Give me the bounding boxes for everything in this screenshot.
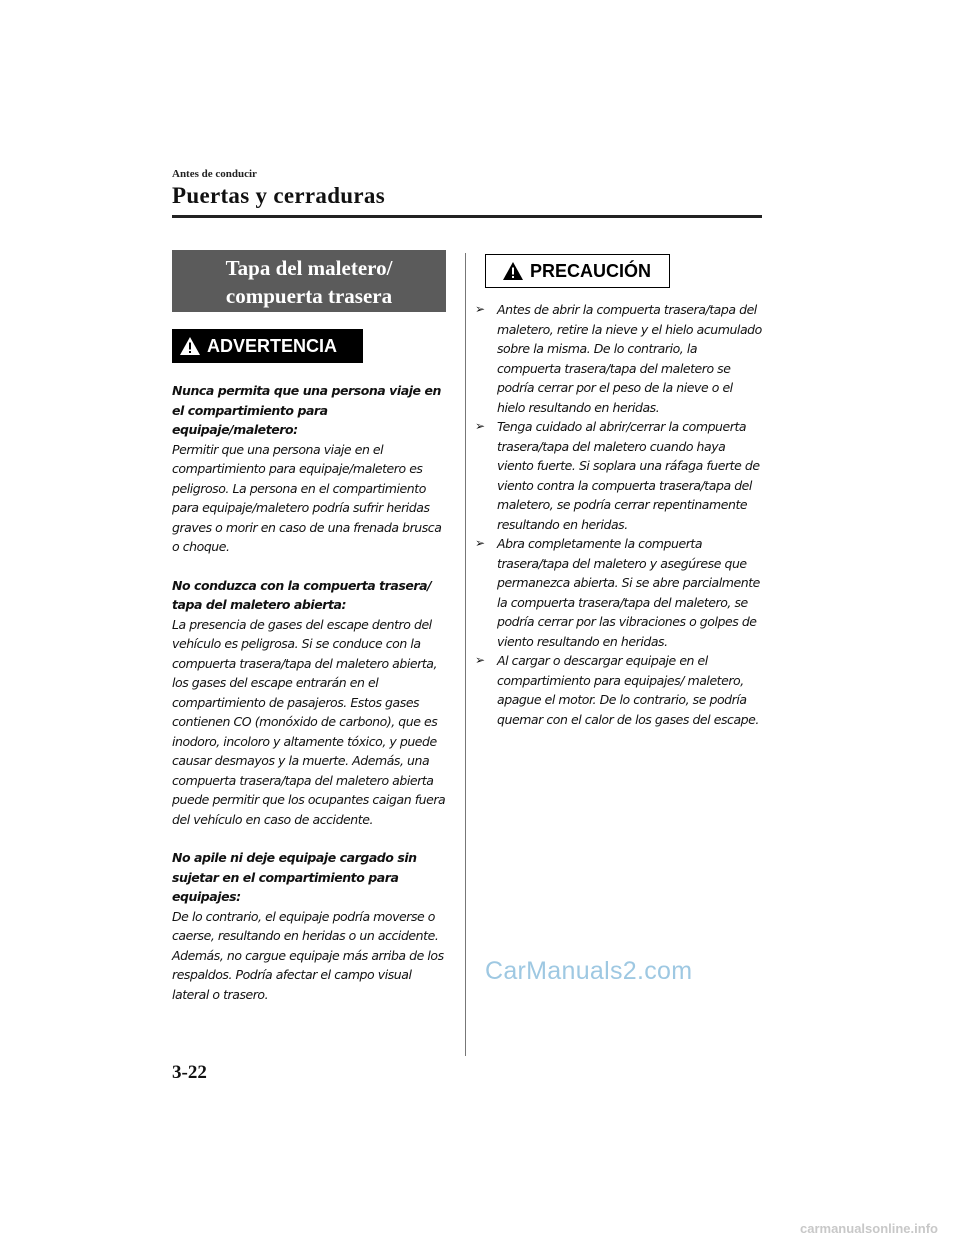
- bullet-arrow-icon: ➢: [475, 536, 485, 550]
- caution-item: [473, 534, 763, 651]
- section-banner: [172, 250, 446, 312]
- warning-triangle-icon: [502, 261, 524, 281]
- warning-heading: No apile ni deje equipaje cargado sin sujetar en el compartimiento para equipajes:: [172, 850, 417, 904]
- bullet-arrow-icon: ➢: [475, 419, 485, 433]
- warning-body: Permitir que una persona viaje en el compartimiento para equipaje/maletero es peligroso. La persona en el compartimiento para equipaje/maletero podría sufrir heridas graves o morir en caso de una frenada brusca o choque.: [172, 441, 442, 554]
- caution-content: [473, 300, 763, 729]
- watermark: CarManuals2.com: [485, 957, 693, 985]
- bullet-arrow-icon: ➢: [475, 653, 485, 667]
- page-title: Puertas y cerraduras: [172, 183, 385, 208]
- caution-text: Abra completamente la compuerta trasera/tapa del maletero y asegúrese que permanezca abierta. Si se abre parcialmente la compuerta trasera/tapa del maletero, se podría cerrar por las vibraciones o golpes de viento resultando en heridas.: [497, 536, 760, 649]
- warning-body: De lo contrario, el equipaje podría moverse o caerse, resultando en heridas o un accidente. Además, no cargue equipaje más arriba de los respaldos. Podría afectar el campo visual lateral o trasero.: [172, 908, 444, 1002]
- warning-label-text: ADVERTENCIA: [207, 335, 338, 356]
- header-rule: [172, 215, 762, 218]
- warning-item: [172, 381, 448, 557]
- column-divider: [465, 253, 466, 1056]
- warning-body: La presencia de gases del escape dentro del vehículo es peligrosa. Si se conduce con la compuerta trasera/tapa del maletero abierta, los gases del escape entrarán en el compartimiento de pasajeros. Estos gases contienen CO (monóxido de carbono), que es inodoro, incoloro y altamente tóxico, y puede causar desmayos y la muerte. Además, una compuerta trasera/tapa del maletero abierta puede permitir que los ocupantes caigan fuera del vehículo en caso de accidente.: [172, 616, 446, 827]
- banner-line-1: Tapa del maletero/: [225, 256, 393, 280]
- warning-content: [172, 381, 448, 1023]
- caution-item: [473, 300, 763, 417]
- caution-item: [473, 651, 763, 729]
- caution-text: Al cargar o descargar equipaje en el compartimiento para equipajes/ maletero, apague el motor. De lo contrario, se podría quemar con el calor de los gases del escape.: [497, 653, 759, 727]
- caution-label: [485, 254, 670, 288]
- bullet-arrow-icon: ➢: [475, 302, 485, 316]
- warning-triangle-icon: [179, 336, 201, 356]
- warning-item: [172, 848, 448, 1004]
- warning-heading: No conduzca con la compuerta trasera/ tapa del maletero abierta:: [172, 577, 432, 612]
- banner-line-2: compuerta trasera: [225, 284, 393, 308]
- warning-item: [172, 576, 448, 830]
- warning-label: [172, 329, 363, 363]
- caution-text: Antes de abrir la compuerta trasera/tapa del maletero, retire la nieve y el hielo acumulado sobre la misma. De lo contrario, la compuerta trasera/tapa del maletero se podría cerrar por el peso de la nieve o el hielo resultando en heridas.: [497, 302, 762, 415]
- caution-label-text: PRECAUCIÓN: [530, 260, 652, 281]
- caution-text: Tenga cuidado al abrir/cerrar la compuerta trasera/tapa del maletero cuando haya viento fuerte. Si soplara una ráfaga fuerte de viento contra la compuerta trasera/tapa del maletero, se podría cerrar repentinamente resultando en heridas.: [497, 419, 760, 532]
- section-label: Antes de conducir: [172, 168, 257, 180]
- page-number: 3-22: [172, 1062, 207, 1083]
- footer-watermark: carmanualsonline.info: [800, 1221, 938, 1236]
- caution-item: [473, 417, 763, 534]
- warning-heading: Nunca permita que una persona viaje en el compartimiento para equipaje/maletero:: [172, 383, 441, 437]
